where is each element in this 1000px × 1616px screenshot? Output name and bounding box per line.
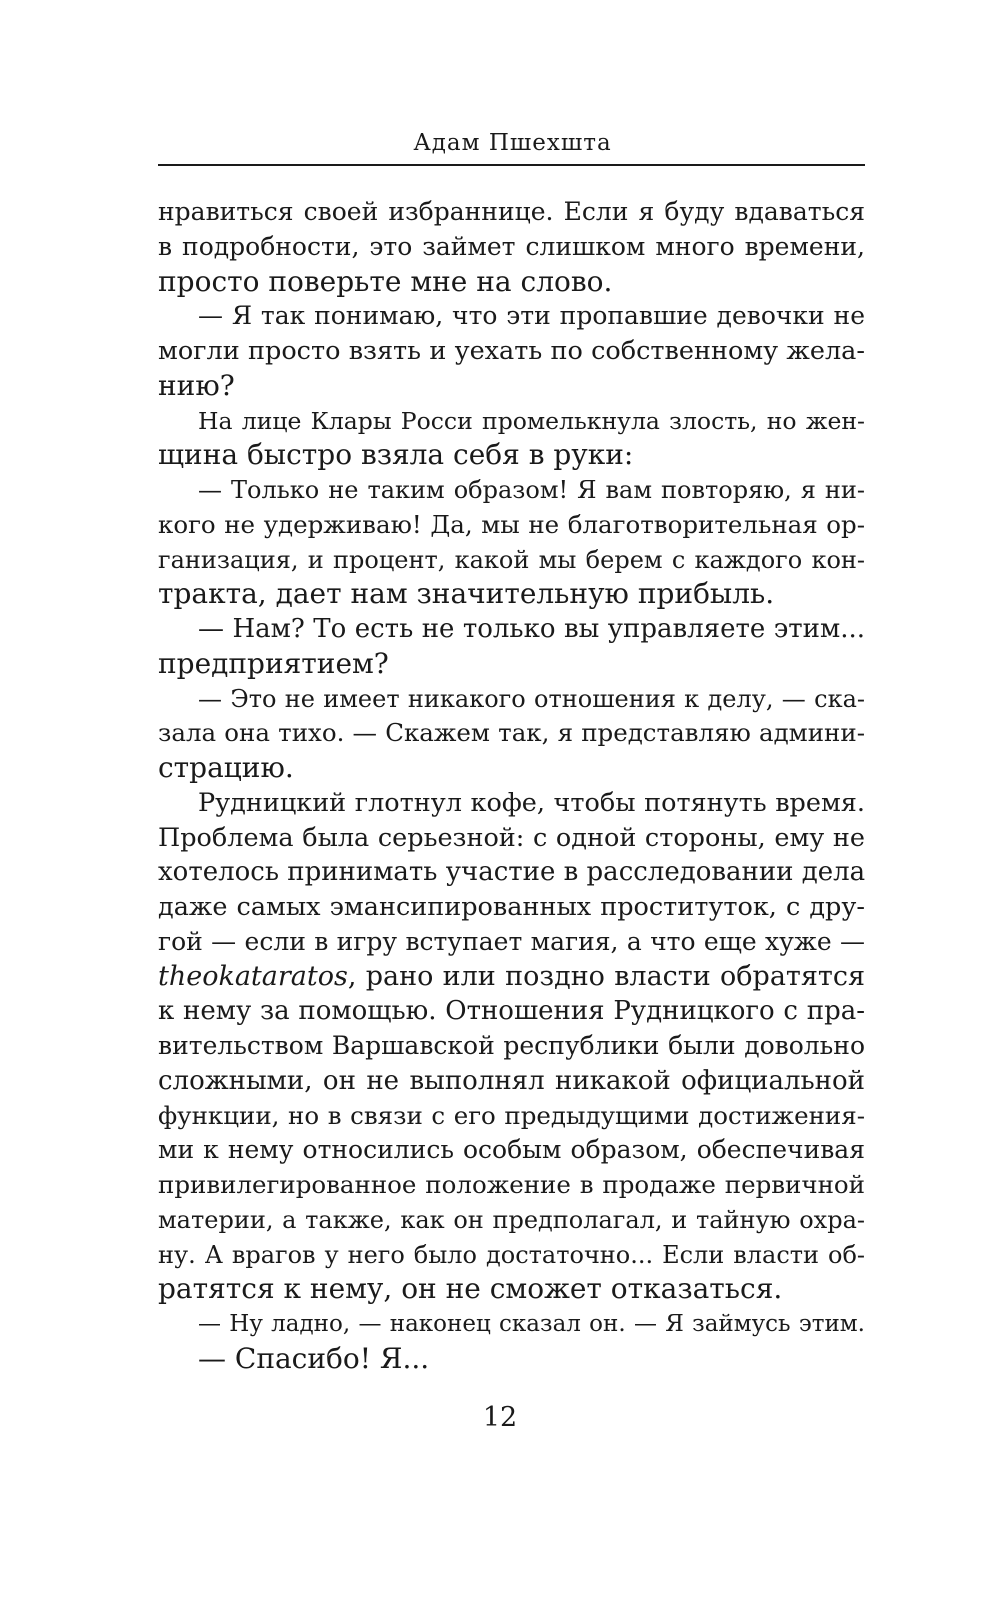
text-line: — Это не имеет никакого отношения к делу, — ска-: [198, 684, 865, 713]
text-line: На лице Клары Росси промелькнула злость, но жен-: [198, 406, 865, 435]
page-number: 12: [482, 1402, 518, 1433]
header-rule: [158, 164, 865, 166]
line-remainder: , рано или поздно власти обратятся: [347, 960, 865, 992]
text-line: тракта, дает нам значительную прибыль.: [158, 577, 775, 611]
text-line: к нему за помощью. Отношения Рудницкого с пра-: [158, 996, 865, 1027]
text-line: привилегированное положение в продаже первичной: [158, 1170, 865, 1199]
text-line: — Ну ладно, — наконец сказал он. — Я займусь этим.: [198, 1311, 865, 1337]
text-line: гой — если в игру вступает магия, а что еще хуже —: [158, 926, 865, 956]
text-line: [158, 960, 865, 995]
text-line: нравиться своей избраннице. Если я буду вдаваться: [158, 197, 865, 226]
text-line: нию?: [158, 368, 235, 402]
text-line: ратятся к нему, он не сможет отказаться.: [158, 1272, 783, 1306]
text-line: ми к нему относились особым образом, обеспечивая: [158, 1135, 865, 1165]
text-line: щина быстро взяла себя в руки:: [158, 438, 634, 472]
text-line: предприятием?: [158, 646, 389, 680]
text-line: кого не удерживаю! Да, мы не благотворительная ор-: [158, 509, 865, 539]
text-line: страцию.: [158, 751, 294, 784]
text-line: — Спасибо! Я...: [198, 1341, 430, 1375]
text-line: — Нам? То есть не только вы управляете этим...: [198, 614, 865, 644]
text-line: материи, а также, как он предполагал, и тайную охра-: [158, 1205, 865, 1234]
text-line: даже самых эмансипированных проституток, с дру-: [158, 892, 865, 922]
text-line: ганизация, и процент, какой мы берем с каждого кон-: [158, 545, 865, 574]
text-line: вительством Варшавской республики были довольно: [158, 1031, 865, 1060]
body-text: [158, 195, 865, 1377]
text-line: ну. А врагов у него было достаточно... Если власти об-: [158, 1240, 865, 1269]
text-line: зала она тихо. — Скажем так, я представляю админи-: [158, 718, 865, 748]
text-line: — Только не таким образом! Я вам повторяю, я ни-: [198, 476, 865, 504]
running-title: Адам Пшехшта: [413, 130, 612, 156]
text-line: просто поверьте мне на слово.: [158, 264, 613, 298]
italic-term: theokataratos: [158, 960, 348, 992]
text-line: хотелось принимать участие в расследовании дела: [158, 857, 866, 888]
text-line: могли просто взять и уехать по собственному жела-: [158, 336, 865, 366]
text-line: в подробности, это займет слишком много времени,: [158, 231, 865, 261]
text-line: — Я так понимаю, что эти пропавшие девочки не: [198, 301, 865, 331]
text-line: Рудницкий глотнул кофе, чтобы потянуть время.: [198, 787, 865, 818]
text-line: функции, но в связи с его предыдущими достижения-: [158, 1100, 865, 1130]
text-line: сложными, он не выполнял никакой официальной: [158, 1065, 865, 1096]
text-line: Проблема была серьезной: с одной стороны, ему не: [158, 822, 865, 853]
